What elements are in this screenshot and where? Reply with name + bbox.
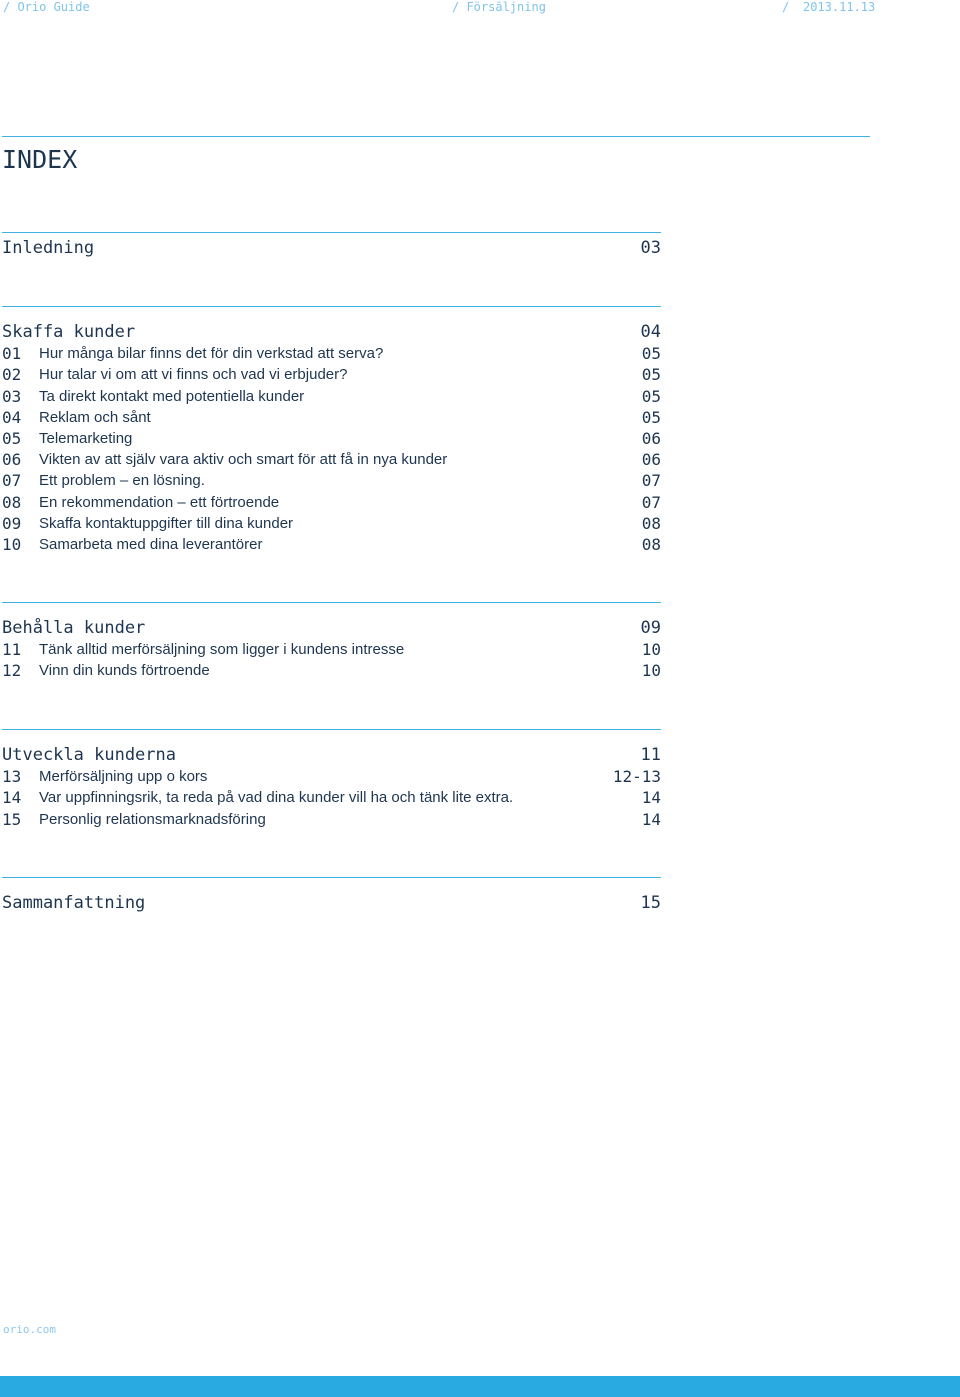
entry-page: 06 <box>641 450 661 470</box>
toc-entry[interactable] <box>2 766 661 787</box>
index-title-rule <box>2 136 870 137</box>
entry-number: 13 <box>2 767 22 787</box>
section-title: Inledning <box>2 238 95 258</box>
toc-entry[interactable] <box>2 787 661 808</box>
toc-section-heading[interactable] <box>2 618 661 639</box>
entry-label: Hur många bilar finns det för din verkstad att serva? <box>39 345 384 363</box>
toc-section-sammanfattning <box>2 893 661 914</box>
toc-entry[interactable] <box>2 492 661 513</box>
entry-number: 04 <box>2 407 22 427</box>
header-date-separator: / <box>782 0 790 14</box>
page-title: INDEX <box>2 145 78 174</box>
entry-number: 07 <box>2 471 22 491</box>
section-page: 15 <box>640 893 661 913</box>
entry-label: Samarbeta med dina leverantörer <box>39 535 263 553</box>
entry-label: Var uppfinningsrik, ta reda på vad dina kunder vill ha och tänk lite extra. <box>39 789 514 807</box>
entry-page: 08 <box>641 513 661 533</box>
section-rule <box>2 729 661 730</box>
entry-label: Vinn din kunds förtroende <box>39 662 210 680</box>
section-title: Utveckla kunderna <box>2 745 176 765</box>
footer-url[interactable]: orio.com <box>3 1323 56 1336</box>
toc-entry[interactable] <box>2 809 661 830</box>
header-section: / Försäljning <box>452 0 546 14</box>
section-title: Behålla kunder <box>2 618 146 638</box>
entry-label: Tänk alltid merförsäljning som ligger i kundens intresse <box>39 641 405 659</box>
section-title: Sammanfattning <box>2 893 146 913</box>
entry-number: 15 <box>2 809 22 829</box>
entry-label: Merförsäljning upp o kors <box>39 768 208 786</box>
section-page: 09 <box>640 618 661 638</box>
entry-page: 14 <box>641 788 661 808</box>
entry-label: Vikten av att själv vara aktiv och smart för att få in nya kunder <box>39 451 448 469</box>
bottom-accent-bar <box>0 1376 960 1397</box>
entry-page: 08 <box>641 534 661 554</box>
section-rule <box>2 306 661 307</box>
entry-label: Skaffa kontaktuppgifter till dina kunder <box>39 514 294 532</box>
entry-page: 05 <box>641 365 661 385</box>
entry-number: 03 <box>2 386 22 406</box>
entry-label: Telemarketing <box>39 429 133 447</box>
toc-entry[interactable] <box>2 660 661 681</box>
toc-section-utveckla-kunderna <box>2 745 661 830</box>
section-title: Skaffa kunder <box>2 322 136 342</box>
entry-number: 05 <box>2 428 22 448</box>
toc-section-heading[interactable] <box>2 893 661 914</box>
toc-section-inledning <box>2 238 661 259</box>
entry-number: 09 <box>2 513 22 533</box>
entry-number: 01 <box>2 344 22 364</box>
entry-page: 10 <box>641 640 661 660</box>
toc-entry[interactable] <box>2 534 661 555</box>
toc-section-heading[interactable] <box>2 322 661 343</box>
toc-section-behalla-kunder <box>2 618 661 682</box>
toc-entry[interactable] <box>2 343 661 364</box>
entry-page: 10 <box>641 661 661 681</box>
entry-number: 12 <box>2 661 22 681</box>
entry-number: 02 <box>2 365 22 385</box>
entry-label: Ett problem – en lösning. <box>39 472 205 490</box>
toc-entry[interactable] <box>2 386 661 407</box>
entry-page: 07 <box>641 471 661 491</box>
entry-label: Hur talar vi om att vi finns och vad vi erbjuder? <box>39 366 348 384</box>
entry-page: 07 <box>641 492 661 512</box>
header-guide: / Orio Guide <box>3 0 90 14</box>
section-rule <box>2 602 661 603</box>
entry-page: 06 <box>641 428 661 448</box>
toc-entry[interactable] <box>2 407 661 428</box>
entry-page: 12-13 <box>612 767 661 787</box>
section-rule <box>2 232 661 233</box>
toc-entry[interactable] <box>2 470 661 491</box>
header-date: 2013.11.13 <box>803 0 876 14</box>
toc-section-heading[interactable] <box>2 238 661 259</box>
entry-number: 11 <box>2 640 22 660</box>
entry-page: 05 <box>641 344 661 364</box>
entry-label: Personlig relationsmarknadsföring <box>39 810 266 828</box>
section-page: 11 <box>640 745 661 765</box>
toc-section-skaffa-kunder <box>2 322 661 555</box>
toc-entry[interactable] <box>2 428 661 449</box>
toc-entry[interactable] <box>2 639 661 660</box>
entry-label: En rekommendation – ett förtroende <box>39 493 280 511</box>
section-page: 03 <box>640 238 661 258</box>
section-rule <box>2 877 661 878</box>
entry-label: Ta direkt kontakt med potentiella kunder <box>39 387 305 405</box>
entry-number: 08 <box>2 492 22 512</box>
entry-page: 05 <box>641 407 661 427</box>
entry-page: 05 <box>641 386 661 406</box>
toc-entry[interactable] <box>2 449 661 470</box>
toc-entry[interactable] <box>2 513 661 534</box>
entry-label: Reklam och sånt <box>39 408 151 426</box>
entry-page: 14 <box>641 809 661 829</box>
entry-number: 06 <box>2 450 22 470</box>
section-page: 04 <box>640 322 661 342</box>
entry-number: 14 <box>2 788 22 808</box>
toc-entry[interactable] <box>2 364 661 385</box>
toc-section-heading[interactable] <box>2 745 661 766</box>
entry-number: 10 <box>2 534 22 554</box>
